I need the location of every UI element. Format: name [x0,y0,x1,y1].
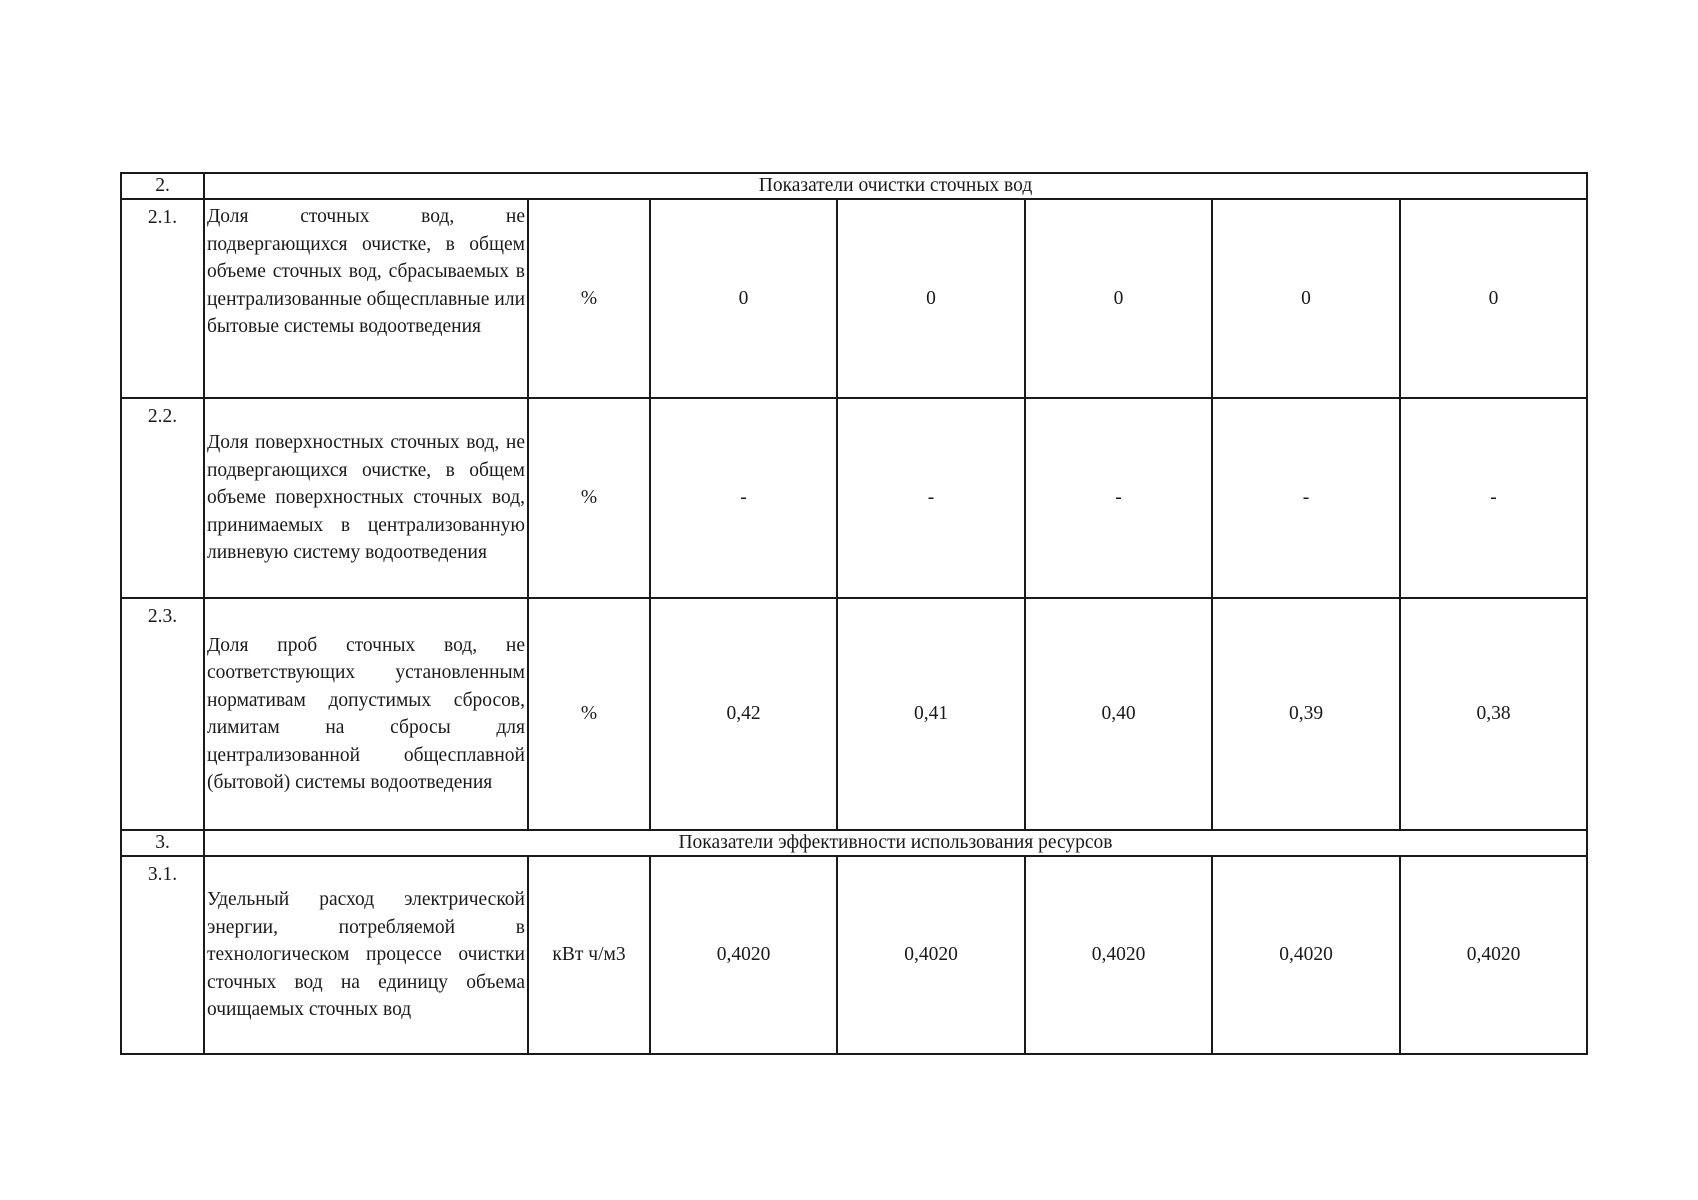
row-unit: кВт ч/м3 [528,856,650,1054]
row-value: - [1025,398,1212,598]
row-value: 0,4020 [1025,856,1212,1054]
section-header-row [121,830,1587,856]
row-value: 0,39 [1212,598,1400,830]
row-value: 0,4020 [1400,856,1587,1054]
row-description: Доля поверхностных сточных вод, не подвергающихся очистке, в общем объеме поверхностных сточных вод, принимаемых в централизованную ливневую систему водоотведения [204,398,528,598]
row-value: - [837,398,1025,598]
row-value: 0 [837,199,1025,398]
row-description: Доля сточных вод, не подвергающихся очистке, в общем объеме сточных вод, сбрасываемых в централизованные общесплавные или бытовые системы водоотведения [204,199,528,398]
table-row [121,199,1587,398]
row-unit: % [528,598,650,830]
row-number: 2.3. [121,598,204,830]
indicators-table [120,172,1588,1055]
table-row [121,398,1587,598]
row-value: 0 [1025,199,1212,398]
section-number: 2. [121,173,204,199]
row-description: Удельный расход электрической энергии, потребляемой в технологическом процессе очистки сточных вод на единицу объема очищаемых сточных вод [204,856,528,1054]
row-value: - [1400,398,1587,598]
row-value: 0,4020 [837,856,1025,1054]
row-value: 0 [1212,199,1400,398]
row-value: 0,41 [837,598,1025,830]
row-value: 0,40 [1025,598,1212,830]
row-value: 0,38 [1400,598,1587,830]
table-row [121,856,1587,1054]
section-title: Показатели эффективности использования ресурсов [204,830,1587,856]
row-value: - [1212,398,1400,598]
section-number: 3. [121,830,204,856]
row-unit: % [528,199,650,398]
row-value: - [650,398,837,598]
row-number: 2.2. [121,398,204,598]
row-number: 3.1. [121,856,204,1054]
row-value: 0 [1400,199,1587,398]
table-row [121,598,1587,830]
row-value: 0,42 [650,598,837,830]
section-title: Показатели очистки сточных вод [204,173,1587,199]
row-number: 2.1. [121,199,204,398]
row-value: 0 [650,199,837,398]
row-description: Доля проб сточных вод, не соответствующих установленным нормативам допустимых сбросов, лимитам на сбросы для централизованной общесплавной (бытовой) системы водоотведения [204,598,528,830]
row-value: 0,4020 [1212,856,1400,1054]
row-value: 0,4020 [650,856,837,1054]
section-header-row [121,173,1587,199]
row-unit: % [528,398,650,598]
